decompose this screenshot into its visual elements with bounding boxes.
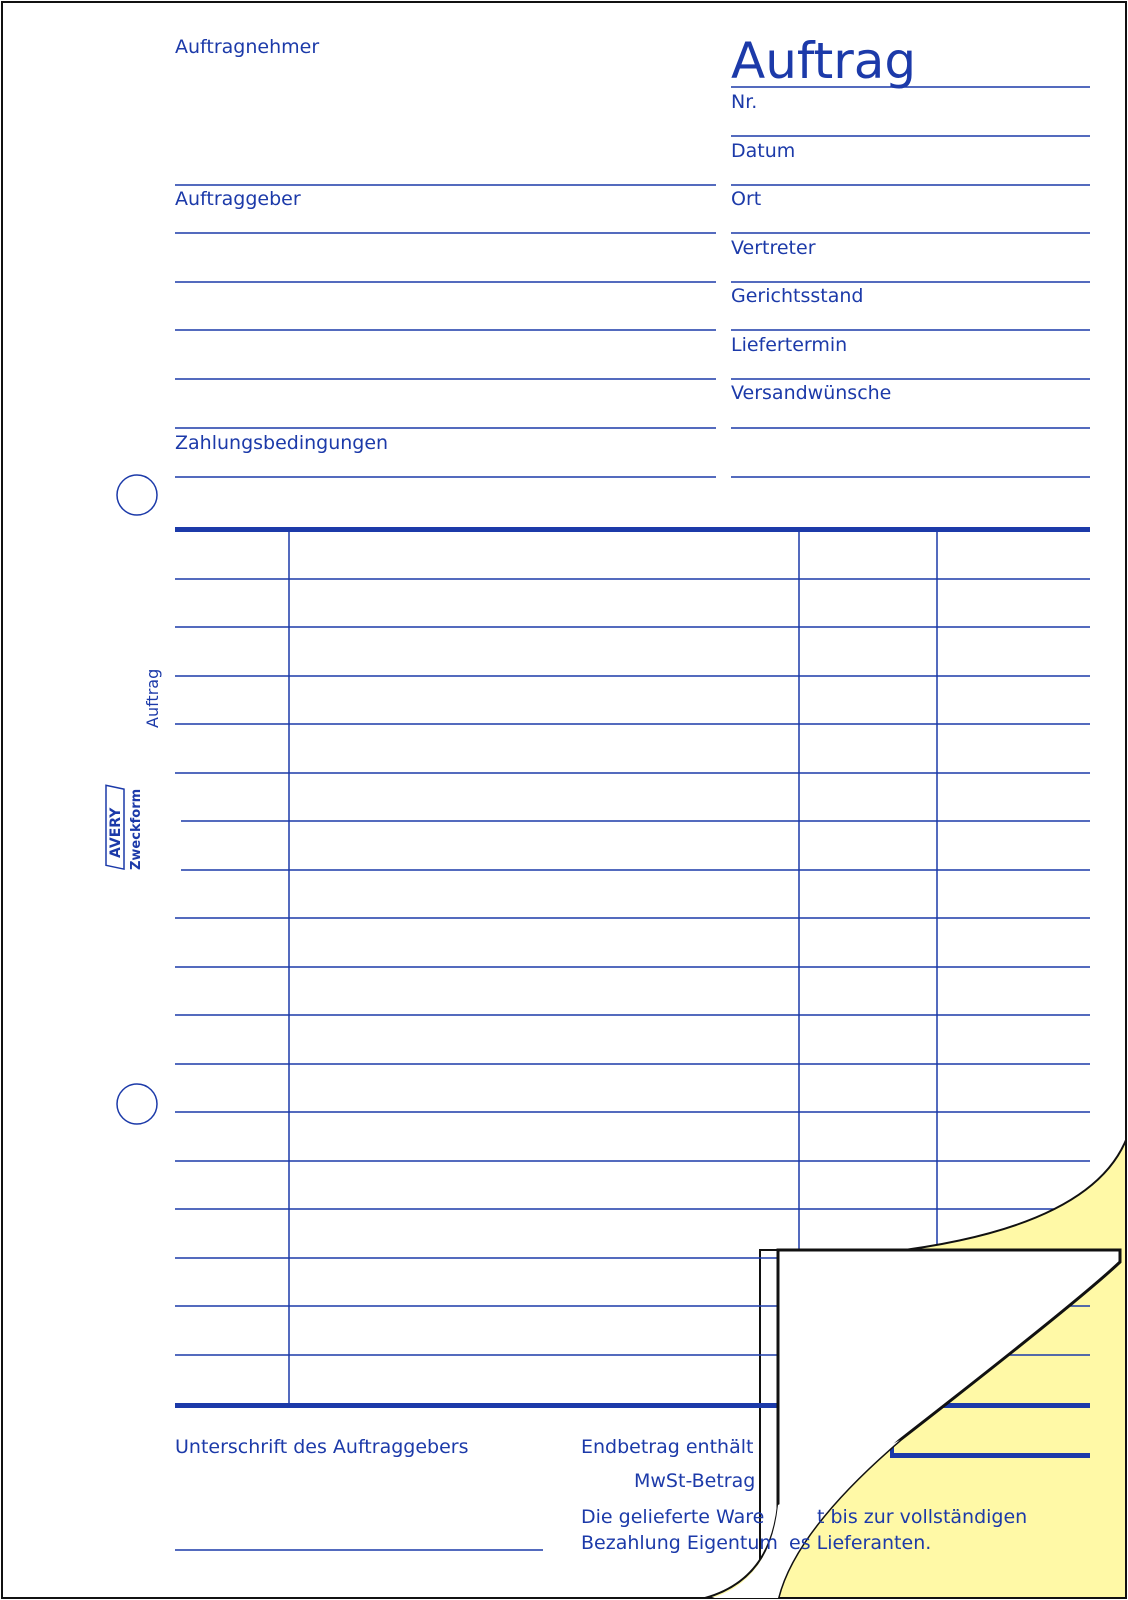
logo-line1: AVERY <box>108 807 124 858</box>
signature-label: Unterschrift des Auftraggebers <box>175 1436 469 1458</box>
vat-label: MwSt-Betrag <box>634 1470 756 1492</box>
field-number-label: Nr. <box>731 91 758 113</box>
punch-hole-bottom <box>117 1084 157 1124</box>
side-form-label: Auftrag <box>143 668 162 728</box>
ownership-line1-part1: Die gelieferte Ware <box>581 1506 765 1528</box>
contractor-label: Auftragnehmer <box>175 36 320 58</box>
field-jurisdiction-label: Gerichtsstand <box>731 285 864 307</box>
field-shipping-wishes-label: Versandwünsche <box>731 382 892 404</box>
punch-hole-top <box>117 475 157 515</box>
ownership-line1-part2: t bis zur vollständigen <box>817 1506 1028 1528</box>
ownership-line2-part1: Bezahlung Eigentum <box>581 1532 778 1554</box>
ownership-line2-part2: es Lieferanten. <box>789 1532 932 1554</box>
field-representative-label: Vertreter <box>731 237 816 259</box>
form-title: Auftrag <box>731 32 917 90</box>
field-date-label: Datum <box>731 140 796 162</box>
field-delivery-date-label: Liefertermin <box>731 334 848 356</box>
table-top-rule <box>175 527 1090 532</box>
copy-total-box-bottom <box>890 1453 1090 1458</box>
field-place-label: Ort <box>731 188 762 210</box>
payment-terms-label: Zahlungsbedingungen <box>175 432 389 454</box>
total-includes-label: Endbetrag enthält <box>581 1436 754 1458</box>
logo-line2: Zweckform <box>129 788 144 870</box>
client-label: Auftraggeber <box>175 188 301 210</box>
avery-zweckform-logo <box>98 780 158 880</box>
